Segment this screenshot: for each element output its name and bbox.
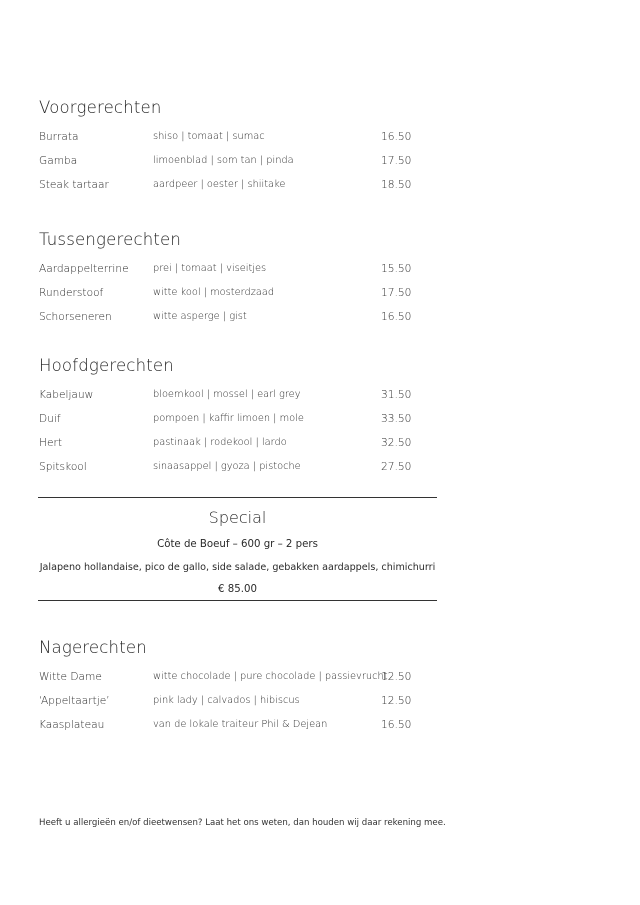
section-title: Nagerechten — [39, 638, 147, 657]
section-title: Tussengerechten — [39, 230, 182, 249]
menu-item — [39, 671, 439, 695]
item-name: Kabeljauw — [39, 389, 94, 401]
item-price: 33.50 — [381, 413, 412, 425]
item-description: pastinaak | rodekool | lardo — [153, 437, 287, 448]
item-price: 15.50 — [381, 263, 412, 275]
menu-item — [39, 461, 439, 485]
item-description: witte chocolade | pure chocolade | passievrucht — [153, 671, 388, 682]
item-name: Gamba — [39, 155, 78, 167]
section-nagerechten — [39, 638, 439, 743]
item-price: 32.50 — [381, 437, 412, 449]
special-box — [38, 497, 437, 601]
item-description: bloemkool | mossel | earl grey — [153, 389, 301, 400]
special-dish: Côte de Boeuf – 600 gr – 2 pers — [157, 539, 318, 550]
section-hoofdgerechten — [39, 356, 439, 485]
item-price: 27.50 — [381, 461, 412, 473]
menu-item — [39, 263, 439, 287]
item-name: Runderstoof — [39, 287, 104, 299]
item-price: 12.50 — [381, 695, 412, 707]
item-name: Kaasplateau — [39, 719, 105, 731]
item-name: Burrata — [39, 131, 79, 143]
item-name: Steak tartaar — [39, 179, 109, 191]
item-description: pompoen | kaffir limoen | mole — [153, 413, 304, 424]
item-description: pink lady | calvados | hibiscus — [153, 695, 300, 706]
item-price: 17.50 — [381, 155, 412, 167]
menu-item — [39, 131, 439, 155]
item-description: witte kool | mosterdzaad — [153, 287, 275, 298]
menu-item — [39, 389, 439, 413]
item-name: Spitskool — [39, 461, 87, 473]
section-voorgerechten — [39, 98, 439, 203]
item-description: limoenblad | som tan | pinda — [153, 155, 294, 166]
menu-item — [39, 179, 439, 203]
item-description: prei | tomaat | viseitjes — [153, 263, 267, 274]
item-description: aardpeer | oester | shiitake — [153, 179, 286, 190]
item-name: Hert — [39, 437, 62, 449]
item-price: 18.50 — [381, 179, 412, 191]
item-price: 16.50 — [381, 719, 412, 731]
menu-item — [39, 719, 439, 743]
menu-item — [39, 287, 439, 311]
item-description: witte asperge | gist — [153, 311, 247, 322]
special-price: € 85.00 — [218, 584, 257, 595]
menu-item — [39, 695, 439, 719]
item-price: 16.50 — [381, 131, 412, 143]
menu-item — [39, 437, 439, 461]
item-name: Duif — [39, 413, 61, 425]
special-title: Special — [208, 508, 267, 527]
item-description: sinaasappel | gyoza | pistoche — [153, 461, 301, 472]
item-name: Aardappelterrine — [39, 263, 129, 275]
item-name: ‘Appeltaartje’ — [39, 695, 110, 707]
section-tussengerechten — [39, 230, 439, 335]
item-price: 16.50 — [381, 311, 412, 323]
item-name: Schorseneren — [39, 311, 112, 323]
menu-item — [39, 413, 439, 437]
section-title: Hoofdgerechten — [39, 356, 174, 375]
special-sides: Jalapeno hollandaise, pico de gallo, side salade, gebakken aardappels, chimichurri — [39, 562, 436, 573]
item-price: 12.50 — [381, 671, 412, 683]
allergy-note: Heeft u allergieën en/of dieetwensen? Laat het ons weten, dan houden wij daar rekening mee. — [39, 818, 446, 828]
section-title: Voorgerechten — [39, 98, 162, 117]
menu-item — [39, 311, 439, 335]
menu-item — [39, 155, 439, 179]
item-description: shiso | tomaat | sumac — [153, 131, 265, 142]
item-price: 17.50 — [381, 287, 412, 299]
item-name: Witte Dame — [39, 671, 102, 683]
item-price: 31.50 — [381, 389, 412, 401]
item-description: van de lokale traiteur Phil & Dejean — [153, 719, 328, 730]
